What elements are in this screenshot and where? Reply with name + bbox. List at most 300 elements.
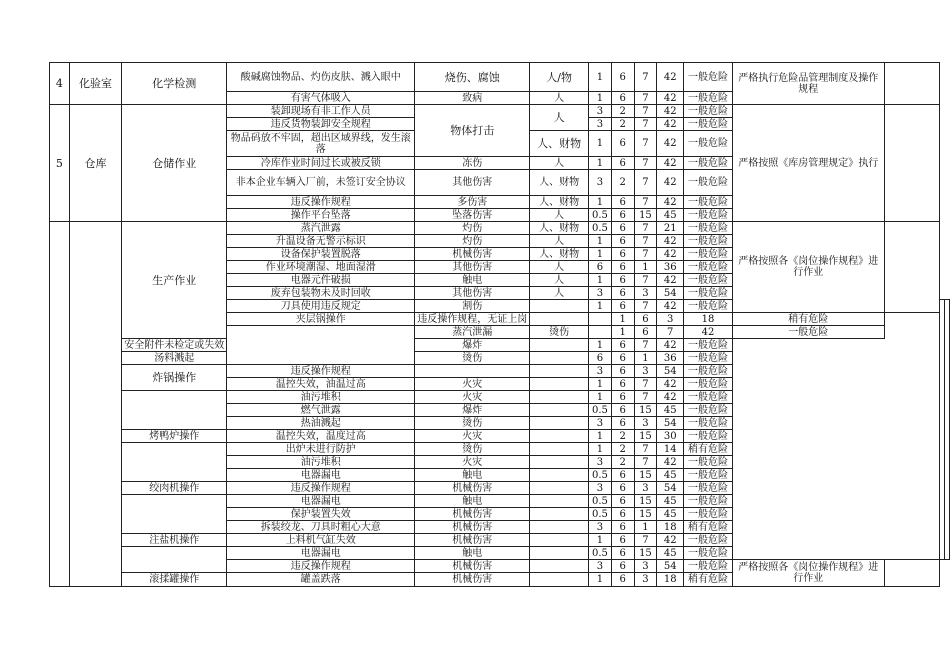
table-cell bbox=[122, 495, 227, 534]
table-cell: 45 bbox=[657, 495, 684, 508]
table-cell: 违反操作规程 bbox=[227, 482, 415, 495]
table-cell: 42 bbox=[657, 118, 684, 131]
table-cell: 非本企业车辆入厂前，未签订安全协议 bbox=[227, 170, 415, 196]
table-cell bbox=[69, 222, 122, 587]
table-cell: 42 bbox=[657, 248, 684, 261]
table-cell: 42 bbox=[657, 131, 684, 157]
table-cell: 6 bbox=[611, 196, 634, 209]
table-cell: 3 bbox=[588, 287, 611, 300]
table-cell: 一般危险 bbox=[684, 404, 733, 417]
table-cell: 1 bbox=[588, 300, 611, 313]
table-cell: 7 bbox=[634, 534, 657, 547]
table-cell: 机械伤害 bbox=[415, 560, 530, 573]
table-cell bbox=[530, 521, 589, 534]
table-cell: 其他伤害 bbox=[415, 261, 530, 274]
table-cell: 违反货物装卸安全规程 bbox=[227, 118, 415, 131]
table-cell: 14 bbox=[657, 443, 684, 456]
table-cell: 物体打击 bbox=[415, 105, 530, 157]
table-cell: 3 bbox=[588, 560, 611, 573]
table-cell: 3 bbox=[588, 365, 611, 378]
table-cell: 30 bbox=[657, 430, 684, 443]
table-cell: 灼伤 bbox=[415, 222, 530, 235]
table-cell: 1 bbox=[634, 352, 657, 365]
table-cell: 灼伤 bbox=[415, 235, 530, 248]
table-cell bbox=[530, 508, 589, 521]
table-cell: 1 bbox=[634, 521, 657, 534]
table-cell: 电器漏电 bbox=[227, 495, 415, 508]
hazard-assessment-table bbox=[49, 62, 950, 587]
table-cell: 机械伤害 bbox=[415, 573, 530, 587]
table-cell bbox=[530, 443, 589, 456]
table-cell: 爆炸 bbox=[415, 339, 530, 352]
table-row bbox=[50, 391, 950, 404]
table-cell: 机械伤害 bbox=[415, 508, 530, 521]
table-cell: 54 bbox=[657, 417, 684, 430]
table-cell: 汤料溅起 bbox=[122, 352, 227, 365]
table-cell: 1 bbox=[588, 391, 611, 404]
table-cell: 18 bbox=[657, 573, 684, 587]
table-cell: 1 bbox=[588, 430, 611, 443]
table-cell: 2 bbox=[611, 170, 634, 196]
table-cell: 6 bbox=[611, 92, 634, 105]
table-cell: 一般危险 bbox=[684, 495, 733, 508]
table-cell: 致病 bbox=[415, 92, 530, 105]
table-cell: 烫伤 bbox=[415, 417, 530, 430]
table-cell: 其他伤害 bbox=[415, 287, 530, 300]
table-cell: 火灾 bbox=[415, 378, 530, 391]
table-cell: 0.5 bbox=[588, 404, 611, 417]
table-cell: 1 bbox=[588, 235, 611, 248]
table-cell: 其他伤害 bbox=[415, 170, 530, 196]
table-cell: 1 bbox=[588, 157, 611, 170]
table-cell: 15 bbox=[634, 209, 657, 222]
table-cell: 拆装绞龙、刀具时粗心大意 bbox=[227, 521, 415, 534]
table-cell: 有害气体吸入 bbox=[227, 92, 415, 105]
table-cell: 45 bbox=[657, 209, 684, 222]
table-cell bbox=[945, 300, 950, 560]
table-cell: 烫伤 bbox=[415, 443, 530, 456]
table-cell bbox=[122, 547, 227, 573]
table-cell: 6 bbox=[634, 313, 657, 326]
table-cell: 6 bbox=[588, 261, 611, 274]
table-cell: 一般危险 bbox=[684, 482, 733, 495]
table-cell: 一般危险 bbox=[684, 352, 733, 365]
table-cell: 人 bbox=[530, 157, 589, 170]
table-cell: 3 bbox=[588, 105, 611, 118]
table-cell: 42 bbox=[657, 274, 684, 287]
table-cell: 3 bbox=[588, 170, 611, 196]
table-cell: 仓储作业 bbox=[122, 105, 227, 222]
table-cell: 夹层锅操作 bbox=[227, 313, 415, 326]
table-cell: 温控失效，温度过高 bbox=[227, 430, 415, 443]
table-cell: 烤鸭炉操作 bbox=[122, 430, 227, 443]
table-cell: 人 bbox=[530, 261, 589, 274]
table-cell bbox=[530, 495, 589, 508]
table-row bbox=[50, 339, 950, 352]
table-cell: 7 bbox=[634, 131, 657, 157]
table-cell bbox=[884, 105, 939, 222]
table-cell: 15 bbox=[634, 430, 657, 443]
table-cell: 6 bbox=[611, 222, 634, 235]
table-cell: 一般危险 bbox=[684, 261, 733, 274]
table-cell: 炸锅操作 bbox=[122, 365, 227, 391]
table-cell: 1 bbox=[588, 92, 611, 105]
table-cell: 一般危险 bbox=[684, 417, 733, 430]
table-cell: 7 bbox=[634, 456, 657, 469]
table-cell: 54 bbox=[657, 287, 684, 300]
table-cell: 滚揉罐操作 bbox=[122, 573, 227, 587]
table-cell: 严格执行危险品管理制度及操作规程 bbox=[732, 63, 884, 105]
table-cell: 3 bbox=[588, 521, 611, 534]
table-cell bbox=[530, 378, 589, 391]
table-cell: 15 bbox=[634, 495, 657, 508]
table-cell bbox=[530, 417, 589, 430]
table-cell: 触电 bbox=[415, 495, 530, 508]
table-cell: 42 bbox=[657, 534, 684, 547]
table-cell: 严格按照各《岗位操作规程》进行作业 bbox=[732, 560, 884, 587]
table-cell: 人、财物 bbox=[530, 248, 589, 261]
table-cell: 7 bbox=[634, 222, 657, 235]
table-cell bbox=[530, 482, 589, 495]
table-cell: 割伤 bbox=[415, 300, 530, 313]
table-cell: 6 bbox=[611, 573, 634, 587]
table-cell: 42 bbox=[657, 157, 684, 170]
table-cell: 操作平台坠落 bbox=[227, 209, 415, 222]
table-cell: 42 bbox=[657, 235, 684, 248]
table-cell: 3 bbox=[634, 287, 657, 300]
table-cell: 一般危险 bbox=[684, 170, 733, 196]
table-cell: 6 bbox=[611, 469, 634, 482]
table-cell: 人 bbox=[530, 209, 589, 222]
table-cell: 6 bbox=[611, 209, 634, 222]
table-cell: 烫伤 bbox=[415, 352, 530, 365]
table-cell bbox=[884, 222, 939, 313]
table-cell: 一般危险 bbox=[684, 365, 733, 378]
table-cell: 1 bbox=[634, 261, 657, 274]
table-cell: 一般危险 bbox=[684, 196, 733, 209]
table-cell bbox=[530, 300, 589, 313]
table-cell bbox=[588, 313, 611, 326]
table-cell: 一般危险 bbox=[684, 456, 733, 469]
table-cell: 18 bbox=[657, 521, 684, 534]
table-cell: 触电 bbox=[415, 547, 530, 560]
table-cell bbox=[530, 560, 589, 573]
table-cell: 违反操作规程 bbox=[227, 365, 415, 378]
table-cell: 一般危险 bbox=[684, 222, 733, 235]
table-cell: 烫伤 bbox=[530, 326, 589, 339]
table-cell: 0.5 bbox=[588, 508, 611, 521]
table-cell: 人 bbox=[530, 235, 589, 248]
table-cell: 上料机气缸失效 bbox=[227, 534, 415, 547]
table-cell: 45 bbox=[657, 547, 684, 560]
table-cell: 15 bbox=[634, 404, 657, 417]
table-cell: 人、财物 bbox=[530, 131, 589, 157]
table-cell: 36 bbox=[657, 261, 684, 274]
table-cell: 蒸汽泄漏 bbox=[415, 326, 530, 339]
table-cell: 3 bbox=[588, 456, 611, 469]
table-cell: 7 bbox=[634, 235, 657, 248]
table-cell: 违反操作规程 bbox=[227, 560, 415, 573]
table-cell: 稍有危险 bbox=[684, 521, 733, 534]
table-cell bbox=[530, 534, 589, 547]
table-cell: 注盐机操作 bbox=[122, 534, 227, 547]
table-cell: 烧伤、腐蚀 bbox=[415, 63, 530, 92]
table-cell: 6 bbox=[611, 63, 634, 92]
table-cell: 稍有危险 bbox=[684, 443, 733, 456]
table-cell: 54 bbox=[657, 482, 684, 495]
table-cell: 4 bbox=[50, 63, 70, 105]
table-cell: 稍有危险 bbox=[684, 573, 733, 587]
table-cell: 54 bbox=[657, 560, 684, 573]
table-cell: 物品码放不牢固，超出区域界线，发生滚落 bbox=[227, 131, 415, 157]
table-cell: 7 bbox=[634, 92, 657, 105]
table-cell: 安全附件未检定或失效 bbox=[122, 339, 227, 352]
table-cell: 火灾 bbox=[415, 430, 530, 443]
table-cell: 一般危险 bbox=[684, 209, 733, 222]
table-cell: 6 bbox=[611, 404, 634, 417]
table-row bbox=[50, 482, 950, 495]
table-cell: 6 bbox=[611, 235, 634, 248]
table-cell: 一般危险 bbox=[684, 63, 733, 92]
table-row bbox=[50, 495, 950, 508]
table-cell: 42 bbox=[657, 339, 684, 352]
table-cell: 一般危险 bbox=[684, 118, 733, 131]
table-cell: 42 bbox=[684, 326, 733, 339]
table-row bbox=[50, 430, 950, 443]
table-row bbox=[50, 443, 950, 456]
table-cell bbox=[530, 404, 589, 417]
table-cell: 7 bbox=[657, 326, 684, 339]
table-cell bbox=[530, 573, 589, 587]
table-cell: 42 bbox=[657, 170, 684, 196]
table-cell: 6 bbox=[611, 365, 634, 378]
table-cell: 6 bbox=[611, 261, 634, 274]
table-row bbox=[50, 105, 950, 118]
table-cell bbox=[530, 456, 589, 469]
table-cell: 6 bbox=[611, 482, 634, 495]
table-cell: 1 bbox=[588, 534, 611, 547]
table-cell: 42 bbox=[657, 391, 684, 404]
table-cell: 刀具使用违反规定 bbox=[227, 300, 415, 313]
table-cell: 0.5 bbox=[588, 547, 611, 560]
table-cell: 一般危险 bbox=[684, 508, 733, 521]
table-cell: 42 bbox=[657, 92, 684, 105]
table-cell: 6 bbox=[611, 287, 634, 300]
table-cell bbox=[588, 326, 611, 339]
table-cell: 45 bbox=[657, 508, 684, 521]
table-cell: 1 bbox=[588, 196, 611, 209]
table-cell: 36 bbox=[657, 352, 684, 365]
table-cell: 6 bbox=[611, 534, 634, 547]
table-cell: 违反操作规程，无证上岗 bbox=[415, 313, 530, 326]
table-cell: 1 bbox=[611, 313, 634, 326]
table-cell: 人 bbox=[530, 274, 589, 287]
table-cell: 人 bbox=[530, 105, 589, 131]
table-cell: 保护装置失效 bbox=[227, 508, 415, 521]
table-cell: 7 bbox=[634, 300, 657, 313]
table-cell: 6 bbox=[611, 560, 634, 573]
table-cell: 一般危险 bbox=[684, 469, 733, 482]
table-cell bbox=[530, 313, 589, 326]
table-cell: 7 bbox=[634, 196, 657, 209]
table-cell bbox=[530, 469, 589, 482]
table-cell: 0.5 bbox=[588, 222, 611, 235]
table-cell: 作业环境潮湿、地面湿滑 bbox=[227, 261, 415, 274]
table-cell: 人、财物 bbox=[530, 170, 589, 196]
table-cell: 1 bbox=[588, 378, 611, 391]
table-cell: 7 bbox=[634, 157, 657, 170]
table-cell: 机械伤害 bbox=[415, 248, 530, 261]
table-row bbox=[50, 352, 950, 365]
table-cell: 1 bbox=[588, 573, 611, 587]
table-cell: 3 bbox=[657, 313, 684, 326]
table-cell: 6 bbox=[611, 248, 634, 261]
table-cell: 6 bbox=[611, 274, 634, 287]
table-cell: 废弃包装物未及时回收 bbox=[227, 287, 415, 300]
table-cell: 一般危险 bbox=[684, 391, 733, 404]
table-cell: 7 bbox=[634, 378, 657, 391]
table-cell: 6 bbox=[611, 157, 634, 170]
table-cell: 人、财物 bbox=[530, 196, 589, 209]
table-cell: 一般危险 bbox=[684, 157, 733, 170]
table-cell: 1 bbox=[588, 131, 611, 157]
table-cell: 6 bbox=[611, 131, 634, 157]
table-cell: 6 bbox=[611, 339, 634, 352]
table-cell: 坠落伤害 bbox=[415, 209, 530, 222]
table-cell: 7 bbox=[634, 443, 657, 456]
table-cell bbox=[884, 560, 939, 587]
table-cell: 温控失效，油温过高 bbox=[227, 378, 415, 391]
table-cell: 2 bbox=[611, 105, 634, 118]
table-cell: 生产作业 bbox=[122, 222, 227, 339]
table-cell: 一般危险 bbox=[684, 131, 733, 157]
table-cell: 一般危险 bbox=[684, 248, 733, 261]
table-cell: 冻伤 bbox=[415, 157, 530, 170]
table-cell: 一般危险 bbox=[684, 274, 733, 287]
table-cell: 7 bbox=[634, 63, 657, 92]
table-cell: 一般危险 bbox=[684, 430, 733, 443]
table-cell: 7 bbox=[634, 248, 657, 261]
table-cell: 2 bbox=[611, 430, 634, 443]
table-cell: 3 bbox=[588, 118, 611, 131]
table-cell: 21 bbox=[657, 222, 684, 235]
table-cell: 蒸汽泄露 bbox=[227, 222, 415, 235]
table-cell: 2 bbox=[611, 456, 634, 469]
table-cell: 爆炸 bbox=[415, 404, 530, 417]
table-cell: 3 bbox=[588, 482, 611, 495]
table-cell: 一般危险 bbox=[732, 326, 884, 339]
table-cell: 7 bbox=[634, 339, 657, 352]
table-cell: 1 bbox=[588, 274, 611, 287]
table-cell: 6 bbox=[611, 300, 634, 313]
table-cell: 7 bbox=[634, 274, 657, 287]
table-cell: 设备保护装置脱落 bbox=[227, 248, 415, 261]
table-row bbox=[50, 547, 950, 560]
table-cell: 装卸现场有非工作人员 bbox=[227, 105, 415, 118]
table-cell: 热油溅起 bbox=[227, 417, 415, 430]
table-cell: 3 bbox=[634, 417, 657, 430]
table-cell: 0.5 bbox=[588, 469, 611, 482]
table-cell: 绞肉机操作 bbox=[122, 482, 227, 495]
table-cell: 一般危险 bbox=[684, 287, 733, 300]
table-cell: 6 bbox=[588, 352, 611, 365]
table-row bbox=[50, 222, 950, 235]
table-cell: 6 bbox=[611, 417, 634, 430]
table-cell: 化验室 bbox=[69, 63, 122, 105]
table-cell bbox=[530, 352, 589, 365]
table-cell: 电器漏电 bbox=[227, 547, 415, 560]
table-cell: 7 bbox=[634, 170, 657, 196]
table-cell: 54 bbox=[657, 365, 684, 378]
table-cell: 触电 bbox=[415, 274, 530, 287]
table-cell: 严格按照《库房管理规定》执行 bbox=[732, 105, 884, 222]
table-cell: 触电 bbox=[415, 469, 530, 482]
table-cell: 一般危险 bbox=[684, 105, 733, 118]
table-cell: 稍有危险 bbox=[732, 313, 884, 326]
table-cell: 1 bbox=[588, 248, 611, 261]
table-cell: 机械伤害 bbox=[415, 482, 530, 495]
table-cell: 3 bbox=[634, 365, 657, 378]
table-cell: 6 bbox=[634, 326, 657, 339]
table-row bbox=[50, 534, 950, 547]
table-cell: 出炉未进行防护 bbox=[227, 443, 415, 456]
table-cell: 一般危险 bbox=[684, 534, 733, 547]
table-cell: 1 bbox=[588, 443, 611, 456]
table-cell: 一般危险 bbox=[684, 378, 733, 391]
table-cell: 2 bbox=[611, 443, 634, 456]
table-cell bbox=[50, 222, 70, 587]
table-cell: 一般危险 bbox=[684, 92, 733, 105]
table-cell: 仓库 bbox=[69, 105, 122, 222]
table-cell: 3 bbox=[634, 560, 657, 573]
table-cell: 严格按照各《岗位操作规程》进行作业 bbox=[732, 222, 884, 313]
table-cell: 机械伤害 bbox=[415, 521, 530, 534]
table-cell bbox=[530, 365, 589, 378]
table-cell: 油污堆积 bbox=[227, 391, 415, 404]
table-cell: 罐盖跌落 bbox=[227, 573, 415, 587]
table-cell: 一般危险 bbox=[684, 235, 733, 248]
table-cell: 42 bbox=[657, 105, 684, 118]
table-cell: 2 bbox=[611, 118, 634, 131]
table-cell: 一般危险 bbox=[684, 339, 733, 352]
table-cell: 42 bbox=[657, 456, 684, 469]
table-cell: 一般危险 bbox=[684, 547, 733, 560]
table-row bbox=[50, 63, 950, 92]
table-cell: 3 bbox=[634, 482, 657, 495]
table-cell: 42 bbox=[657, 63, 684, 92]
table-cell: 45 bbox=[657, 469, 684, 482]
table-cell bbox=[415, 365, 530, 378]
table-cell: 1 bbox=[588, 63, 611, 92]
table-cell: 火灾 bbox=[415, 456, 530, 469]
table-cell: 升温设备无警示标识 bbox=[227, 235, 415, 248]
table-cell: 45 bbox=[657, 404, 684, 417]
table-cell: 7 bbox=[634, 105, 657, 118]
table-cell: 1 bbox=[588, 339, 611, 352]
table-cell: 3 bbox=[634, 573, 657, 587]
table-cell: 6 bbox=[611, 495, 634, 508]
table-cell: 0.5 bbox=[588, 209, 611, 222]
table-cell: 多伤害 bbox=[415, 196, 530, 209]
table-cell bbox=[227, 326, 415, 365]
table-cell bbox=[530, 430, 589, 443]
table-cell: 火灾 bbox=[415, 391, 530, 404]
table-cell bbox=[530, 547, 589, 560]
table-cell: 7 bbox=[634, 118, 657, 131]
table-cell: 一般危险 bbox=[684, 560, 733, 573]
table-cell: 一般危险 bbox=[684, 300, 733, 313]
table-cell: 6 bbox=[611, 521, 634, 534]
